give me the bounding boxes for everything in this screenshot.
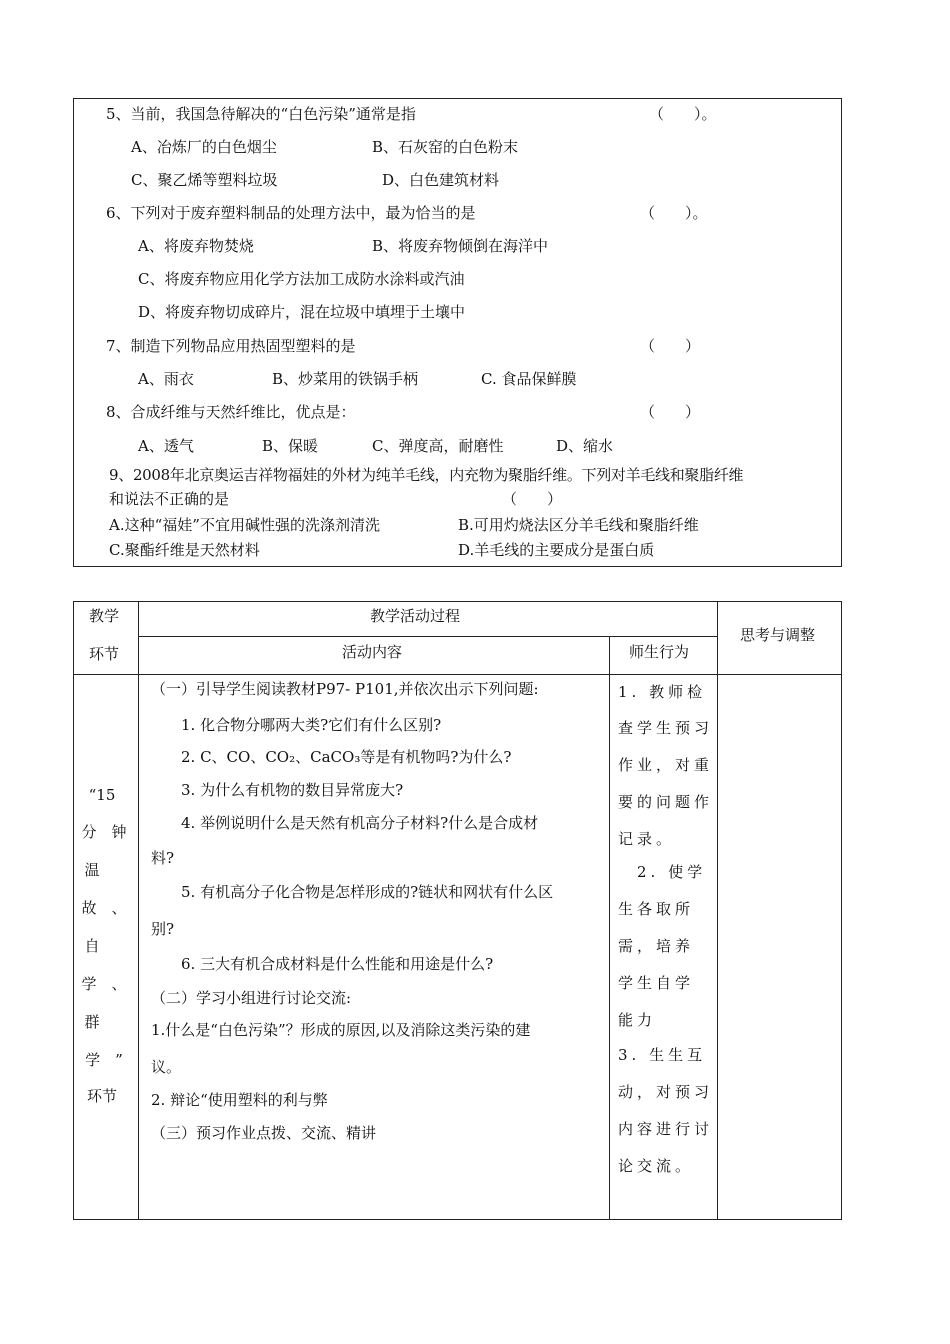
option-5b: B、石灰窑的白色粉末 — [372, 138, 519, 156]
header-content: 活动内容 — [342, 643, 403, 661]
section-label: 分 钟 — [81, 823, 127, 841]
answer-blank-9: （ ） — [502, 490, 563, 508]
activity-line: （一）引导学生阅读教材P97- P101,并依次出示下列问题: — [151, 680, 539, 698]
question-9-line2: 和说法不正确的是 — [109, 490, 230, 508]
option-7b: B、炒菜用的铁锅手柄 — [272, 370, 419, 388]
section-label: 环节 — [86, 1087, 117, 1105]
option-8b: B、保暖 — [262, 437, 319, 455]
behavior-line: 2. 使学 — [618, 863, 707, 881]
answer-blank-6: （ ）。 — [640, 204, 708, 222]
activity-line: 议。 — [151, 1058, 182, 1076]
behavior-line: 生各取所 — [618, 900, 695, 918]
question-8: 8、合成纤维与天然纤维比，优点是： — [106, 403, 356, 421]
option-6c: C、将废弃物应用化学方法加工成防水涂料或汽油 — [138, 270, 465, 288]
section-label: 自 — [84, 937, 100, 955]
option-5c: C、聚乙烯等塑料垃圾 — [131, 171, 278, 189]
section-label: “15 — [88, 786, 116, 804]
option-5a: A、冶炼厂的白色烟尘 — [131, 138, 277, 156]
activity-line: 6. 三大有机合成材料是什么性能和用途是什么? — [151, 955, 494, 973]
option-5d: D、白色建筑材料 — [382, 171, 500, 189]
section-label: 群 — [84, 1013, 100, 1031]
behavior-line: 作业，对重 — [618, 756, 714, 774]
behavior-line: 要的问题作 — [618, 793, 714, 811]
section-label: 故 、 — [81, 899, 127, 917]
behavior-line: 能力 — [618, 1011, 657, 1029]
behavior-line: 需，培养 — [618, 937, 695, 955]
section-label: 学 、 — [81, 975, 127, 993]
question-5: 5、当前，我国急待解决的“白色污染”通常是指 — [106, 105, 416, 123]
quiz-box — [73, 98, 842, 567]
option-8d: D、缩水 — [556, 437, 614, 455]
question-7: 7、制造下列物品应用热固型塑料的是 — [106, 337, 356, 355]
answer-blank-7: （ ） — [640, 337, 701, 355]
behavior-line: 记录。 — [618, 830, 676, 848]
row-divider — [138, 636, 717, 637]
behavior-line: 学生自学 — [618, 974, 695, 992]
lesson-table — [73, 601, 842, 1220]
question-9-line1: 9、2008年北京奥运吉祥物福娃的外材为纯羊毛线，内充物为聚脂纤维。下列对羊毛线和聚脂纤维 — [109, 466, 744, 484]
header-section-line2: 环节 — [89, 645, 120, 663]
section-label: 学 ” — [85, 1051, 123, 1069]
answer-blank-5: （ ）。 — [649, 105, 717, 123]
behavior-line: 3. 生生互 — [618, 1046, 707, 1064]
activity-line: （三）预习作业点拨、交流、精讲 — [151, 1124, 377, 1142]
option-9d: D.羊毛线的主要成分是蛋白质 — [458, 541, 655, 559]
section-label: 温 — [84, 861, 100, 879]
option-7a: A、雨衣 — [138, 370, 194, 388]
behavior-line: 动，对预习 — [618, 1083, 714, 1101]
option-8a: A、透气 — [138, 437, 194, 455]
option-9c: C.聚酯纤维是天然材料 — [109, 541, 260, 559]
behavior-line: 内容进行讨 — [618, 1120, 714, 1138]
option-6a: A、将废弃物焚烧 — [138, 237, 254, 255]
option-7c: C. 食品保鲜膜 — [481, 370, 577, 388]
behavior-line: 查学生预习 — [618, 719, 714, 737]
header-process: 教学活动过程 — [370, 607, 461, 625]
column-divider — [609, 636, 610, 1219]
option-6d: D、将废弃物切成碎片，混在垃圾中填埋于土壤中 — [138, 303, 466, 321]
activity-line: 1.什么是“白色污染”？形成的原因,以及消除这类污染的建 — [151, 1021, 531, 1039]
behavior-line: 论交流。 — [618, 1157, 695, 1175]
activity-line: 4. 举例说明什么是天然有机高分子材料?什么是合成材 — [151, 814, 539, 832]
behavior-line: 1. 教师检 — [618, 683, 707, 701]
activity-line: 别? — [151, 920, 175, 938]
option-9a: A.这种“福娃”不宜用碱性强的洗涤剂清洗 — [109, 516, 380, 534]
answer-blank-8: （ ） — [640, 403, 701, 421]
activity-line: 2. C、CO、CO₂、CaCO₃等是有机物吗?为什么? — [151, 748, 512, 766]
activity-line: 料? — [151, 849, 175, 867]
activity-line: 1. 化合物分哪两大类?它们有什么区别? — [151, 716, 442, 734]
activity-line: 3. 为什么有机物的数目异常庞大? — [151, 781, 404, 799]
option-6b: B、将废弃物倾倒在海洋中 — [372, 237, 549, 255]
question-6: 6、下列对于废弃塑料制品的处理方法中，最为恰当的是 — [106, 204, 476, 222]
row-divider — [74, 674, 841, 675]
header-reflect: 思考与调整 — [740, 626, 816, 644]
option-8c: C、弹度高，耐磨性 — [372, 437, 504, 455]
activity-line: 2. 辩论“使用塑料的利与弊 — [151, 1091, 328, 1109]
activity-line: （二）学习小组进行讨论交流: — [151, 989, 352, 1007]
column-divider — [138, 602, 139, 1219]
activity-line: 5. 有机高分子化合物是怎样形成的?链状和网状有什么区 — [151, 883, 554, 901]
header-behavior: 师生行为 — [629, 643, 690, 661]
option-9b: B.可用灼烧法区分羊毛线和聚脂纤维 — [458, 516, 699, 534]
header-section-line1: 教学 — [89, 607, 120, 625]
